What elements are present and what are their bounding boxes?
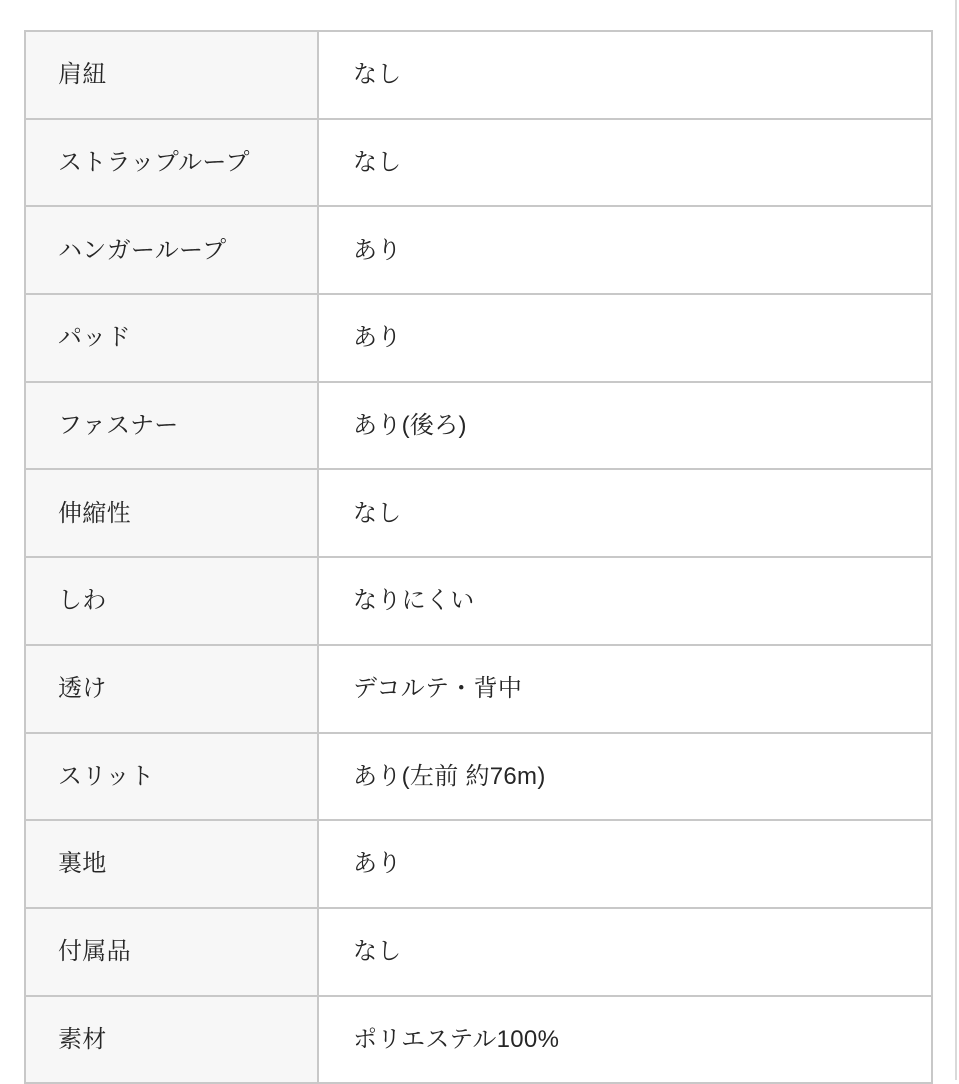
spec-label-cell: しわ (25, 557, 318, 645)
spec-label-cell: スリット (25, 733, 318, 821)
table-row (25, 382, 932, 470)
spec-value-cell: あり(後ろ) (318, 382, 932, 470)
spec-label-cell: 付属品 (25, 908, 318, 996)
page-edge-divider (955, 0, 957, 1080)
table-row (25, 119, 932, 207)
spec-label-cell: パッド (25, 294, 318, 382)
spec-table-body (25, 31, 932, 1083)
spec-label-cell: ファスナー (25, 382, 318, 470)
table-row (25, 996, 932, 1084)
spec-value-cell: なりにくい (318, 557, 932, 645)
spec-value-cell: なし (318, 119, 932, 207)
table-row (25, 820, 932, 908)
spec-label-cell: 肩紐 (25, 31, 318, 119)
spec-label-cell: 素材 (25, 996, 318, 1084)
table-row (25, 908, 932, 996)
table-row (25, 645, 932, 733)
spec-value-cell: あり (318, 206, 932, 294)
spec-table (24, 30, 933, 1084)
product-spec-table (24, 30, 931, 1084)
spec-value-cell: ポリエステル100% (318, 996, 932, 1084)
spec-label-cell: ハンガーループ (25, 206, 318, 294)
spec-value-cell: デコルテ・背中 (318, 645, 932, 733)
table-row (25, 206, 932, 294)
spec-value-cell: なし (318, 31, 932, 119)
spec-value-cell: なし (318, 469, 932, 557)
spec-label-cell: ストラップループ (25, 119, 318, 207)
spec-value-cell: なし (318, 908, 932, 996)
spec-label-cell: 透け (25, 645, 318, 733)
spec-label-cell: 伸縮性 (25, 469, 318, 557)
spec-value-cell: あり(左前 約76m) (318, 733, 932, 821)
table-row (25, 733, 932, 821)
spec-label-cell: 裏地 (25, 820, 318, 908)
spec-value-cell: あり (318, 294, 932, 382)
table-row (25, 557, 932, 645)
table-row (25, 294, 932, 382)
spec-value-cell: あり (318, 820, 932, 908)
table-row (25, 469, 932, 557)
table-row (25, 31, 932, 119)
